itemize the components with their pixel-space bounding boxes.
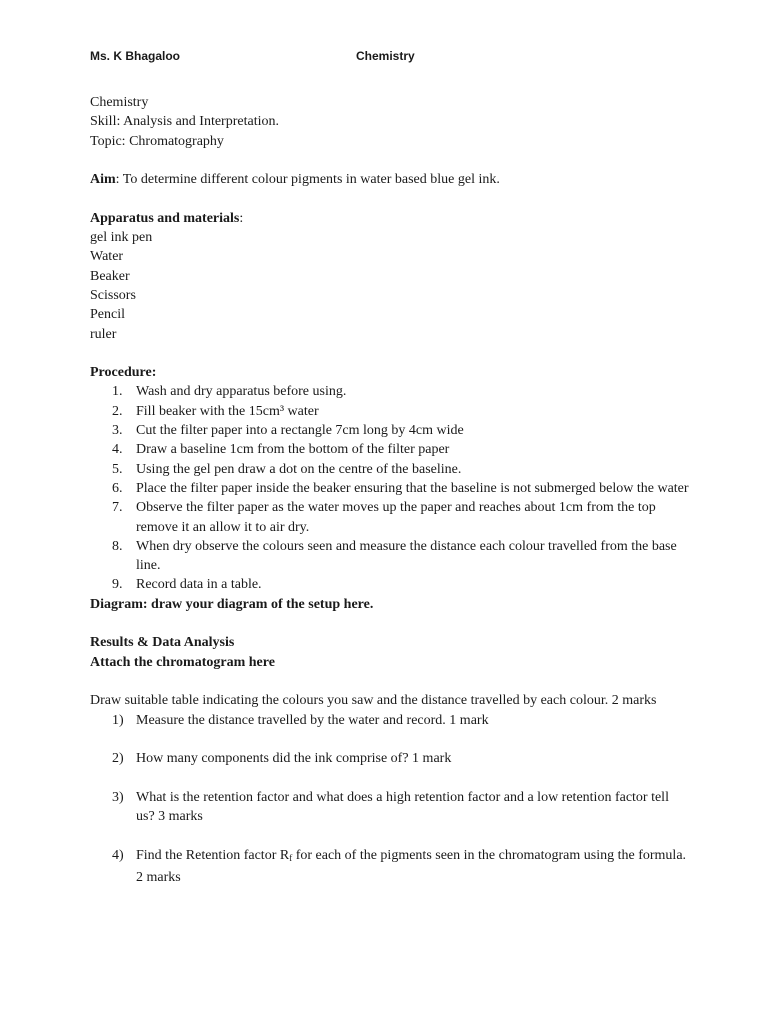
- step-text: Observe the filter paper as the water moves up the paper and reaches about 1cm from the top remove it an allow it to air dry.: [136, 500, 656, 535]
- topic-line: Topic: Chromatography: [90, 133, 224, 149]
- step-number: 2.: [112, 403, 123, 419]
- procedure-step: [90, 402, 690, 421]
- question-text-before: Find the Retention factor R: [136, 847, 290, 863]
- spacer: [90, 189, 690, 208]
- subject-line: Chemistry: [90, 95, 149, 110]
- step-number: 6.: [112, 480, 123, 496]
- results-heading: Results & Data Analysis: [90, 635, 235, 651]
- question-number: 1): [112, 712, 124, 728]
- step-text: Draw a baseline 1cm from the bottom of the filter paper: [136, 442, 450, 458]
- step-number: 4.: [112, 442, 123, 458]
- spacer: [90, 151, 690, 170]
- question-text: How many components did the ink comprise of? 1 mark: [136, 751, 452, 767]
- question-number: 4): [112, 847, 124, 863]
- procedure-step: [90, 382, 690, 401]
- attach-chromatogram-instruction: Attach the chromatogram here: [90, 654, 275, 670]
- aim-line: [90, 170, 690, 189]
- step-text: Cut the filter paper into a rectangle 7cm long by 4cm wide: [136, 423, 464, 439]
- question-item: [90, 749, 690, 768]
- procedure-list: [90, 382, 690, 594]
- questions-list: [90, 711, 690, 888]
- step-text: Place the filter paper inside the beaker ensuring that the baseline is not submerged below the water: [136, 480, 689, 496]
- apparatus-item: Pencil: [90, 307, 125, 323]
- step-number: 1.: [112, 384, 123, 400]
- skill-line: Skill: Analysis and Interpretation.: [90, 114, 279, 130]
- procedure-step: [90, 421, 690, 440]
- step-number: 7.: [112, 500, 123, 516]
- procedure-heading: Procedure:: [90, 365, 157, 381]
- procedure-step: [90, 440, 690, 459]
- document-body: [90, 93, 690, 906]
- step-number: 8.: [112, 538, 123, 554]
- apparatus-heading-line: [90, 209, 690, 228]
- step-text: Using the gel pen draw a dot on the centre of the baseline.: [136, 461, 462, 477]
- procedure-step: [90, 479, 690, 498]
- question-text-after: for each of the pigments seen in the chromatogram using the formula. 2 marks: [136, 847, 687, 885]
- procedure-step: [90, 460, 690, 479]
- question-item: [90, 711, 690, 730]
- apparatus-heading: Apparatus and materials: [90, 210, 240, 226]
- procedure-step: [90, 498, 690, 537]
- question-number: 2): [112, 751, 124, 767]
- procedure-step: [90, 537, 690, 576]
- step-number: 3.: [112, 423, 123, 439]
- question-text: What is the retention factor and what does a high retention factor and a low retention factor tell us? 3 marks: [136, 789, 669, 824]
- spacer: [90, 614, 690, 633]
- rf-subscript: f: [289, 852, 293, 863]
- step-text: Fill beaker with the 15cm³ water: [136, 403, 319, 419]
- apparatus-item: Water: [90, 249, 124, 265]
- table-instruction: Draw suitable table indicating the colours you saw and the distance travelled by each colour. 2 marks: [90, 693, 657, 709]
- question-item: [90, 788, 690, 827]
- question-item: [90, 846, 690, 888]
- header-subject: Chemistry: [356, 49, 415, 63]
- spacer: [90, 344, 690, 363]
- apparatus-item: Beaker: [90, 268, 130, 284]
- spacer: [90, 672, 690, 691]
- step-text: Record data in a table.: [136, 577, 262, 593]
- author-name: Ms. K Bhagaloo: [90, 49, 181, 63]
- aim-text: : To determine different colour pigments in water based blue gel ink.: [115, 172, 500, 188]
- step-text: When dry observe the colours seen and measure the distance each colour travelled from the base line.: [136, 538, 677, 574]
- question-number: 3): [112, 789, 124, 805]
- apparatus-item: ruler: [90, 326, 117, 342]
- question-text: Measure the distance travelled by the water and record. 1 mark: [136, 712, 489, 728]
- apparatus-item: gel ink pen: [90, 230, 153, 246]
- aim-label: Aim: [90, 172, 116, 188]
- step-text: Wash and dry apparatus before using.: [136, 384, 347, 400]
- step-number: 9.: [112, 577, 123, 593]
- apparatus-heading-colon: :: [239, 210, 244, 226]
- procedure-step: [90, 575, 690, 594]
- diagram-instruction: Diagram: draw your diagram of the setup here.: [90, 596, 374, 612]
- apparatus-item: Scissors: [90, 287, 136, 303]
- step-number: 5.: [112, 461, 123, 477]
